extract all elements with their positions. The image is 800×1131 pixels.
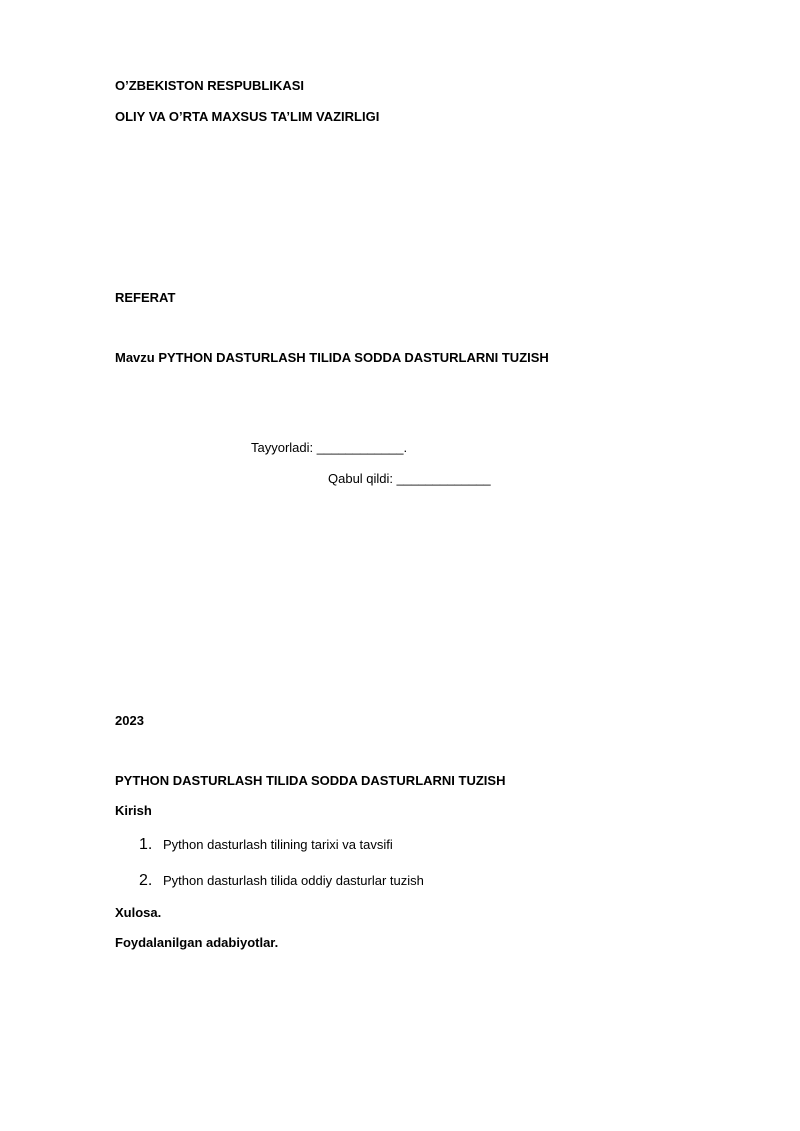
contents-title: PYTHON DASTURLASH TILIDA SODDA DASTURLARNI TUZISH [115,773,506,788]
contents-conclusion: Xulosa. [115,905,162,920]
contents-intro: Kirish [115,803,152,818]
list-item-number: 1. [139,836,153,853]
contents-references: Foydalanilgan adabiyotlar. [115,935,279,950]
list-item-number: 2. [139,872,153,889]
topic-line: Mavzu PYTHON DASTURLASH TILIDA SODDA DASTURLARNI TUZISH [115,350,549,365]
list-item-text: Python dasturlash tilida oddiy dasturlar tuzish [163,873,424,888]
document-type: REFERAT [115,290,176,305]
list-item [139,836,393,854]
year: 2023 [115,713,144,728]
republic-heading: O’ZBEKISTON RESPUBLIKASI [115,78,305,93]
accepted-by-line: Qabul qildi: _____________ [328,471,491,486]
list-item-text: Python dasturlash tilining tarixi va tavsifi [163,837,393,852]
list-item [139,872,424,890]
prepared-by-line: Tayyorladi: ____________. [251,440,408,455]
ministry-heading: OLIY VA O’RTA MAXSUS TA’LIM VAZIRLIGI [115,109,380,124]
